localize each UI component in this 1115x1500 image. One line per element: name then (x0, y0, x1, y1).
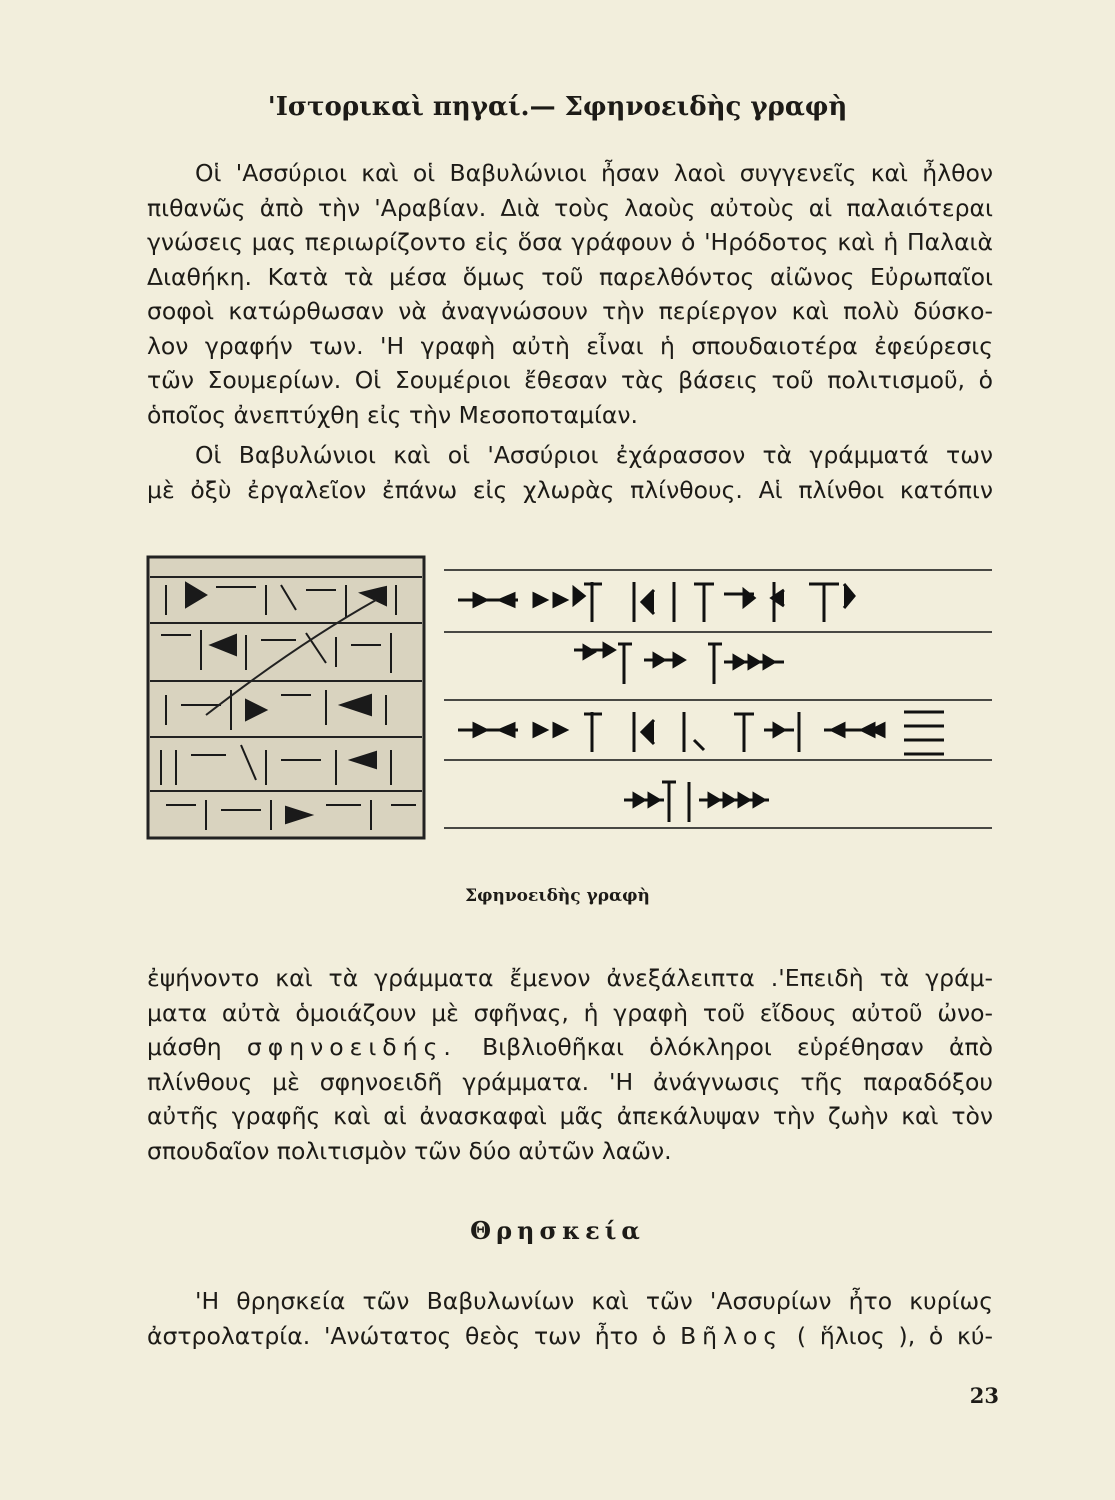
cuneiform-text-illustration (444, 560, 992, 835)
text-line: Διαθήκη. Κατὰ τὰ μέσα ὅμως τοῦ παρελθόντος αἰῶνος Εὐρωπαῖοι (147, 262, 993, 291)
text-line: 'Η θρησκεία τῶν Βαβυλωνίων καὶ τῶν 'Ασσυρίων ἦτο κυρίως (195, 1287, 993, 1315)
text-fragment: Βιβλιοθῆκαι ὁλόκληροι εὑρέθησαν ἀπὸ (482, 1033, 993, 1061)
paragraph-3 (147, 961, 993, 1168)
text-fragment: ( ἥλιος ), ὁ κύ- (796, 1321, 993, 1350)
text-line: Οἱ 'Ασσύριοι καὶ οἱ Βαβυλώνιοι ἦσαν λαοὶ συγγενεῖς καὶ ἦλθον (195, 159, 993, 187)
emphasized-word: σφηνοειδής. (246, 1033, 457, 1061)
paragraph-4 (147, 1284, 993, 1353)
text-line: μὲ ὀξὺ ἐργαλεῖον ἐπάνω εἰς χλωρὰς πλίνθους. Αἱ πλίνθοι κατόπιν (147, 475, 993, 504)
text-line: σπουδαῖον πολιτισμὸν τῶν δύο αὐτῶν λαῶν. (147, 1136, 672, 1165)
paragraph-2 (147, 438, 993, 507)
page-number: 23 (969, 1383, 999, 1408)
section-heading: 'Ιστορικαὶ πηγαί.— Σφηνοειδὴς γραφὴ (267, 92, 848, 122)
text-line: πιθανῶς ἀπὸ τὴν 'Αραβίαν. Διὰ τοὺς λαοὺς αὐτοὺς αἱ παλαιότεραι (147, 193, 993, 222)
figure-caption: Σφηνοειδὴς γραφὴ (465, 886, 650, 906)
text-line: πλίνθους μὲ σφηνοειδῆ γράμματα. 'Η ἀνάγνωσις τῆς παραδόξου (147, 1067, 993, 1096)
text-line (147, 1319, 993, 1354)
clay-tablet-illustration (146, 555, 426, 840)
emphasized-word: Βῆλος (680, 1321, 784, 1350)
text-fragment: μάσθη (147, 1033, 222, 1061)
text-fragment: ἀστρολατρία. 'Ανώτατος θεὸς των ἦτο ὁ (147, 1321, 667, 1350)
text-line: τῶν Σουμερίων. Οἱ Σουμέριοι ἔθεσαν τὰς βάσεις τοῦ πολιτισμοῦ, ὁ (147, 366, 993, 394)
text-line: λον γραφήν των. 'Η γραφὴ αὐτὴ εἶναι ἡ σπουδαιοτέρα ἐφεύρεσις (147, 331, 993, 360)
text-line (147, 1030, 993, 1065)
text-line: ματα αὐτὰ ὁμοιάζουν μὲ σφῆνας, ἡ γραφὴ τοῦ εἴδους αὐτοῦ ὠνο- (147, 998, 993, 1027)
text-line: σοφοὶ κατώρθωσαν νὰ ἀναγνώσουν τὴν περίεργον καὶ πολὺ δύσκο- (147, 297, 993, 325)
paragraph-1 (147, 156, 993, 432)
text-line: αὐτῆς γραφῆς καὶ αἱ ἀνασκαφαὶ μᾶς ἀπεκάλυψαν τὴν ζωὴν καὶ τὸν (147, 1102, 993, 1130)
text-line: ὁποῖος ἀνεπτύχθη εἰς τὴν Μεσοποταμίαν. (147, 400, 638, 429)
text-line: γνώσεις μας περιωρίζοντο εἰς ὅσα γράφουν ὁ 'Ηρόδοτος καὶ ἡ Παλαιὰ (147, 228, 993, 256)
text-line: Οἱ Βαβυλώνιοι καὶ οἱ 'Ασσύριοι ἐχάρασσον τὰ γράμματά των (195, 441, 993, 469)
text-line: ἐψήνοντο καὶ τὰ γράμματα ἔμενον ἀνεξάλειπτα .'Επειδὴ τὰ γράμ- (147, 964, 993, 992)
section-heading-religion: Θρησκεία (470, 1216, 645, 1245)
